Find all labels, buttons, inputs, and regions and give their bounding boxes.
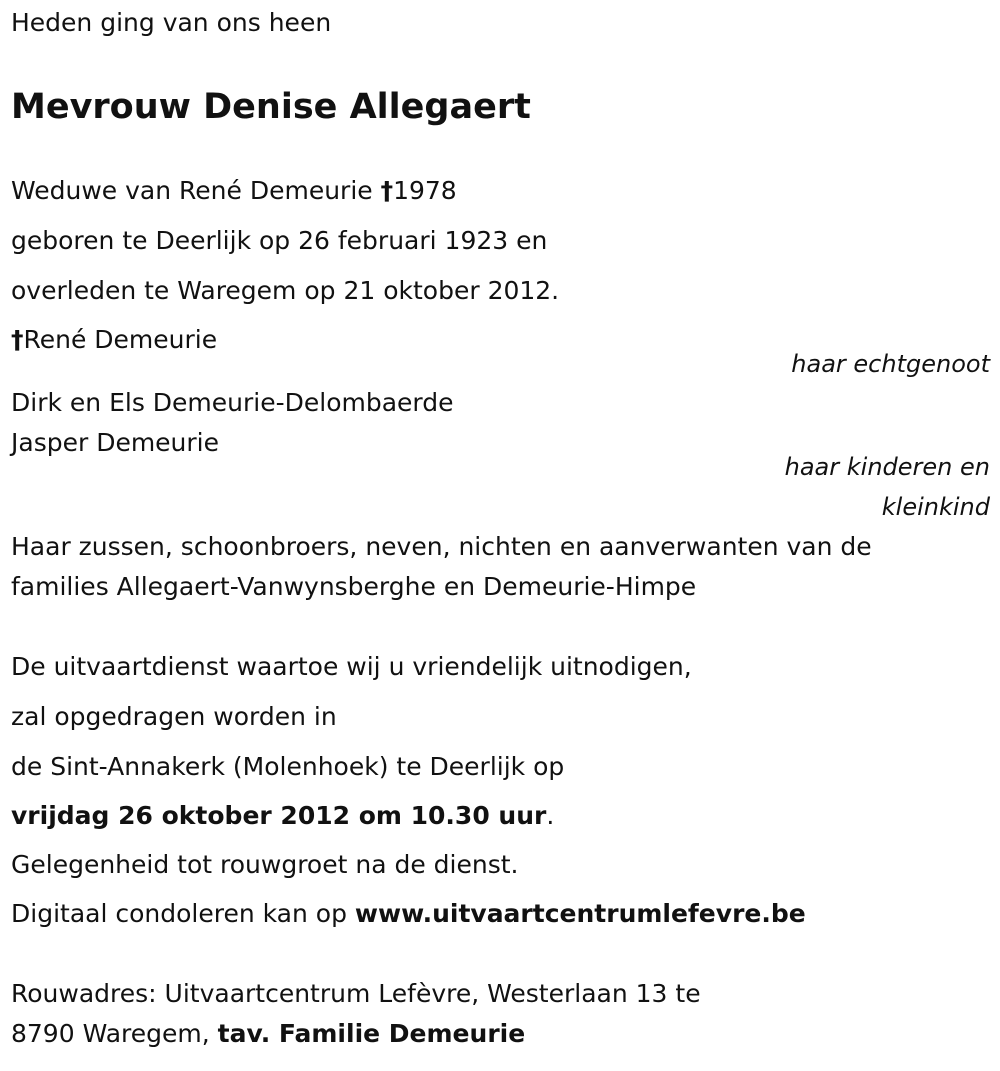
cross-icon: † [11,325,24,354]
widow-line-year: 1978 [393,176,457,205]
widow-line-prefix: Weduwe van René Demeurie [11,176,381,205]
address-line2 [11,1019,525,1049]
child-line: Dirk en Els Demeurie-Delombaerde [11,388,454,417]
children-role-line2: kleinkind [881,493,990,521]
child-line: Jasper Demeurie [11,428,220,457]
birth-line: geboren te Deerlijk op 26 februari 1923 en [11,226,548,255]
service-line1: De uitvaartdienst waartoe wij u vriendelijk uitnodigen, [11,652,692,681]
service-date-suffix: . [546,801,555,830]
cross-icon: † [380,176,394,205]
widow-line [11,176,457,206]
service-line3: de Sint-Annakerk (Molenhoek) te Deerlijk op [11,752,565,781]
address-attention: tav. Familie Demeurie [217,1019,526,1048]
relatives-line2: families Allegaert-Vanwynsberghe en Demeurie-Himpe [11,572,697,601]
service-date: vrijdag 26 oktober 2012 om 10.30 uur [11,801,547,830]
service-date-line [11,801,554,831]
spouse-role: haar echtgenoot [791,350,990,378]
address-prefix: 8790 Waregem, [11,1019,218,1048]
online-condolence-prefix: Digitaal condoleren kan op [11,899,355,928]
intro-text: Heden ging van ons heen [11,8,332,37]
address-line1: Rouwadres: Uitvaartcentrum Lefèvre, Westerlaan 13 te [11,979,701,1008]
children-role-line1: haar kinderen en [784,453,990,481]
relatives-line1: Haar zussen, schoonbroers, neven, nichten en aanverwanten van de [11,532,872,561]
website-link[interactable]: www.uitvaartcentrumlefevre.be [354,899,806,928]
online-condolence-line [11,899,806,929]
spouse-line [11,325,217,355]
service-line2: zal opgedragen worden in [11,702,337,731]
death-line: overleden te Waregem op 21 oktober 2012. [11,276,560,305]
spouse-name: René Demeurie [23,325,218,354]
deceased-name: Mevrouw Denise Allegaert [11,87,531,127]
condolence-gathering: Gelegenheid tot rouwgroet na de dienst. [11,850,519,879]
